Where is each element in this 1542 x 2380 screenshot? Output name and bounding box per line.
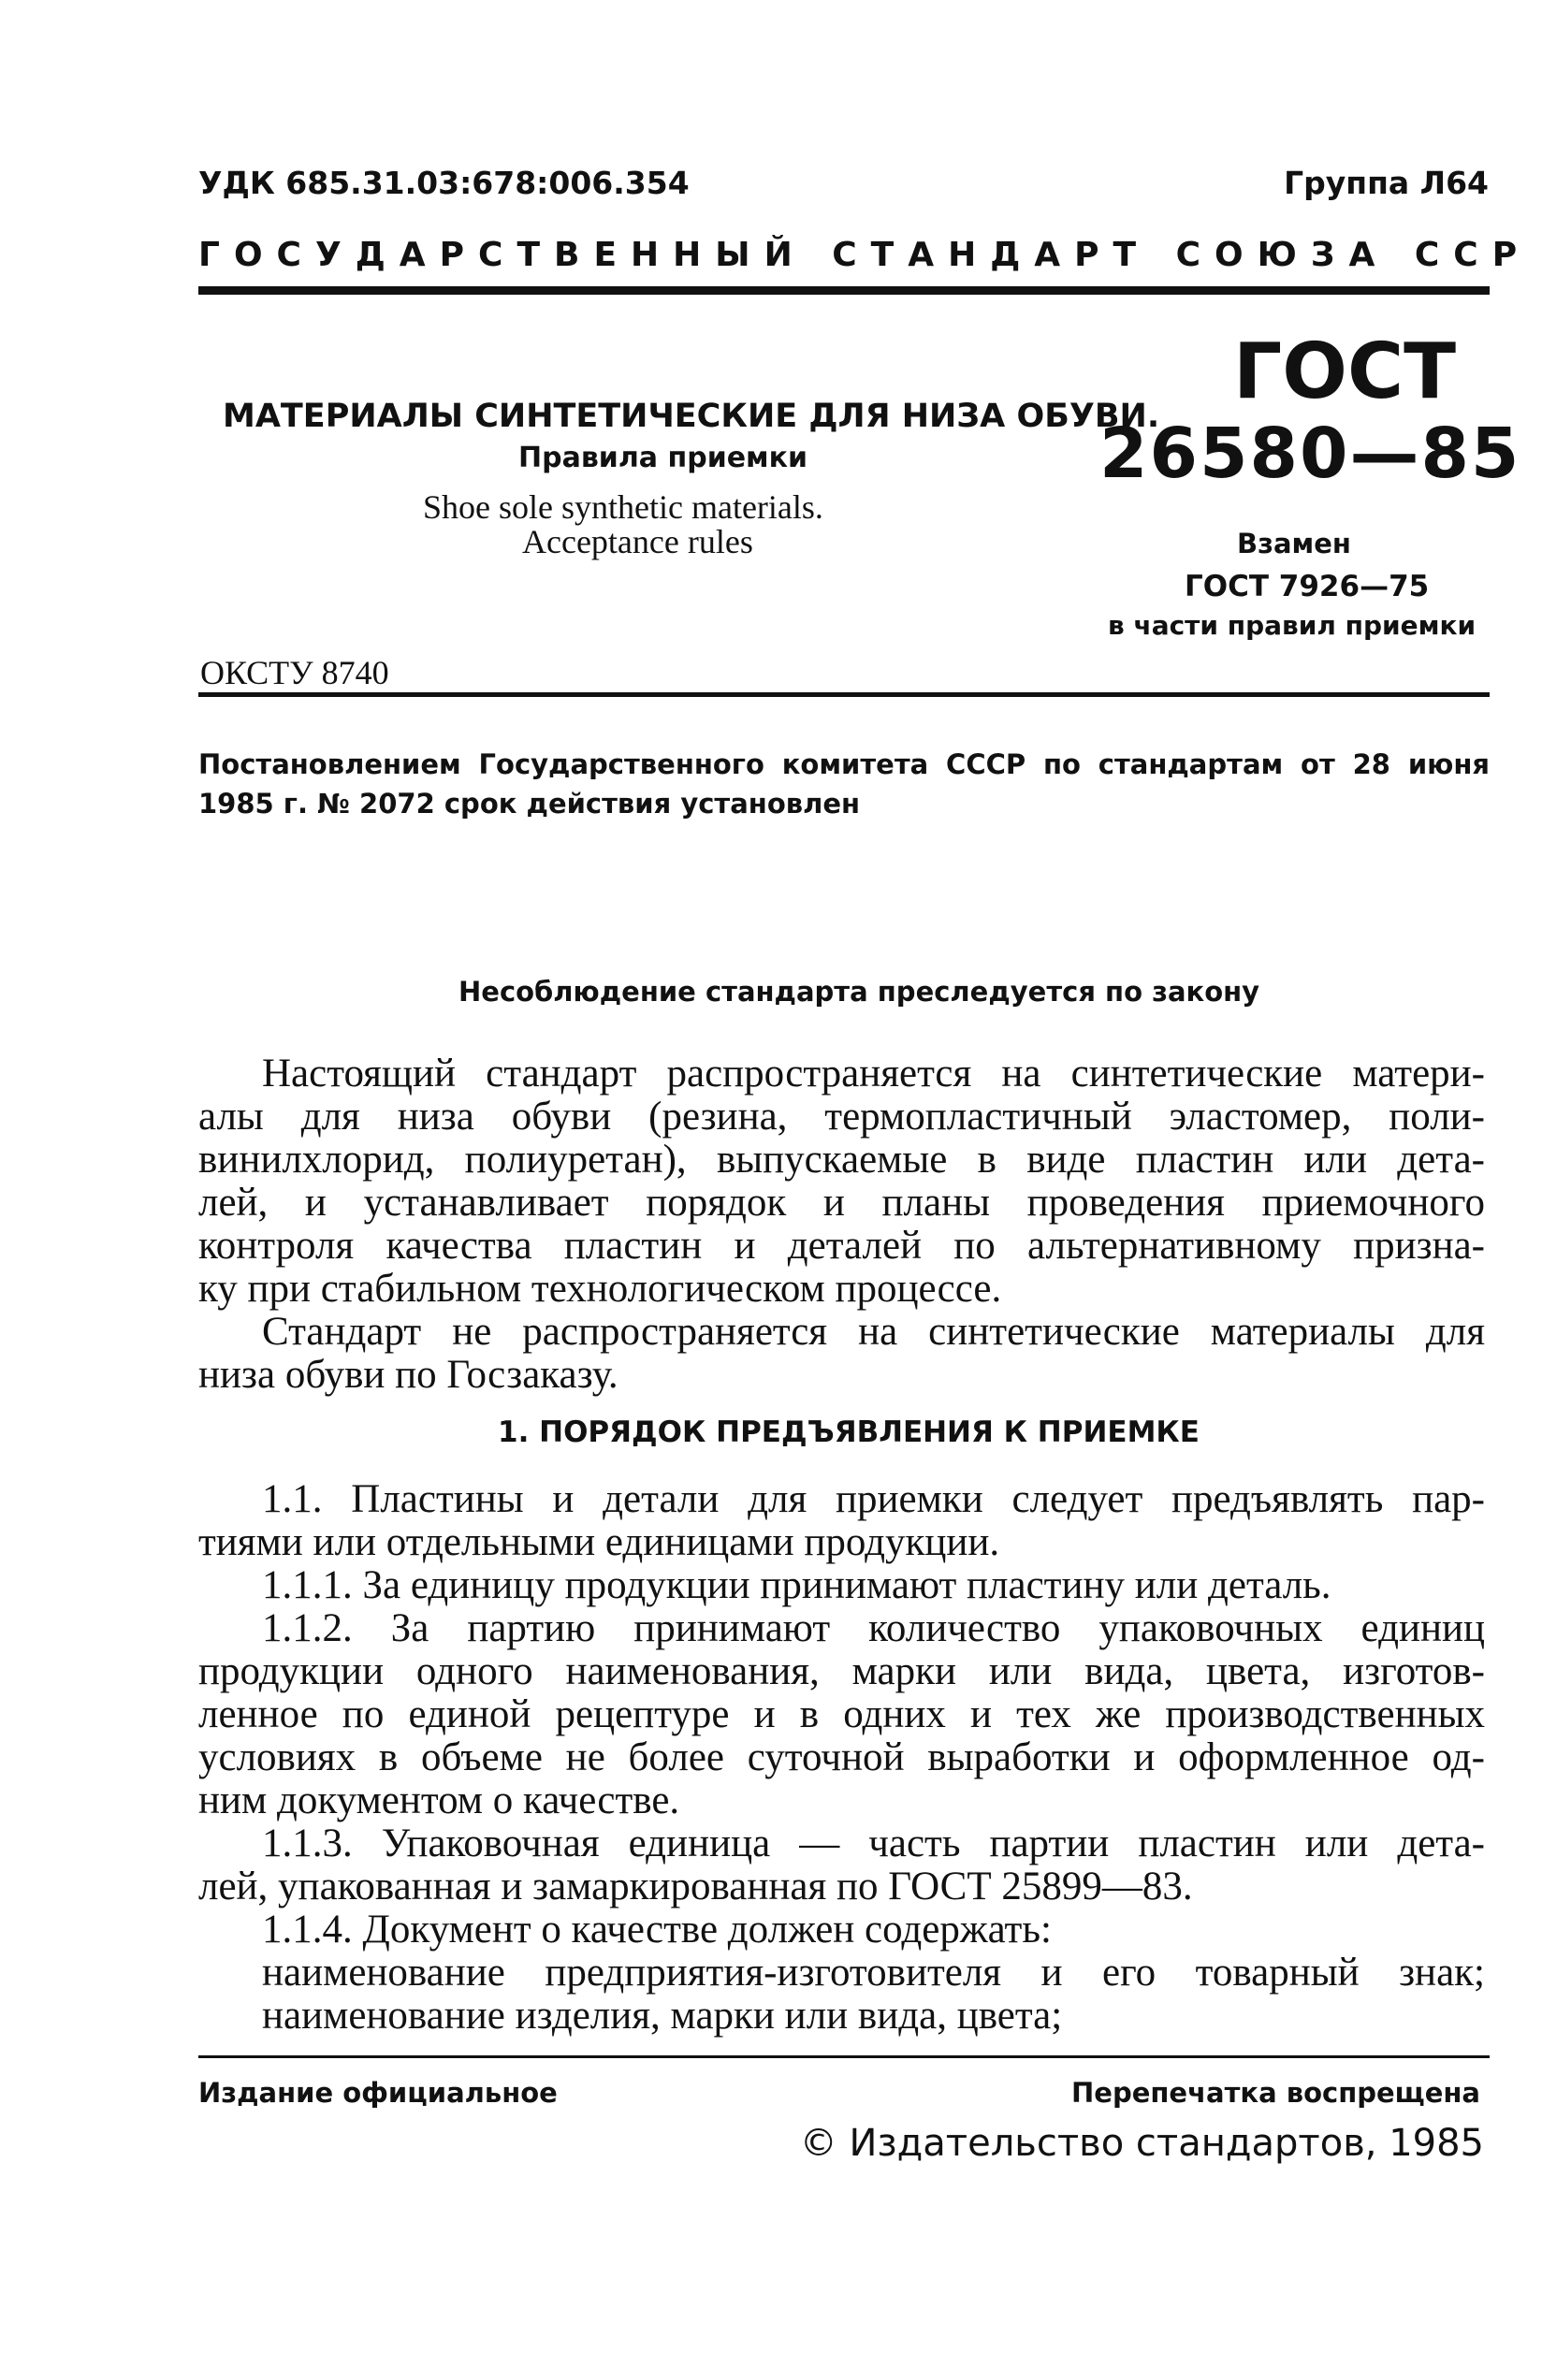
footer-rule xyxy=(198,2055,1490,2058)
text-line: продукции одного наименования, марки или вида, цвета, изготов- xyxy=(198,1649,1485,1693)
replaces-label: Взамен xyxy=(1237,528,1351,559)
gost-label: ГОСТ xyxy=(1233,327,1457,416)
text-line: 1.1.1. За единицу продукции принимают пластину или деталь. xyxy=(262,1563,1331,1607)
banner-rule xyxy=(198,286,1490,295)
text-line: ленное по единой рецептуре и в одних и тех же производственных xyxy=(198,1692,1485,1736)
english-title-line1: Shoe sole synthetic materials. xyxy=(423,488,823,526)
decree-line2: 1985 г. № 2072 срок действия установлен xyxy=(198,788,861,820)
edition-note: Издание официальное xyxy=(198,2077,558,2109)
text-line: лей, и устанавливает порядок и планы проведения приемочного xyxy=(198,1181,1485,1225)
text-line: ку при стабильном технологическом процессе. xyxy=(198,1267,1002,1311)
publisher-name: Издательство стандартов, 1985 xyxy=(849,2122,1484,2165)
text-line: низа обуви по Госзаказу. xyxy=(198,1353,618,1397)
text-line: тиями или отдельными единицами продукции. xyxy=(198,1520,1000,1564)
list-item: наименование предприятия-изготовителя и его товарный знак; xyxy=(262,1951,1485,1995)
text-line: Стандарт не распространяется на синтетические материалы для xyxy=(262,1310,1485,1354)
decree-line1: Постановлением Государственного комитета СССР по стандартам от 28 июня xyxy=(198,748,1490,780)
replaced-standard: ГОСТ 7926—75 xyxy=(1185,570,1430,603)
text-line: лей, упакованная и замаркированная по ГОСТ 25899—83. xyxy=(198,1865,1193,1908)
copyright-line xyxy=(800,2122,1484,2165)
reprint-note: Перепечатка воспрещена xyxy=(1071,2077,1480,2109)
udk-code: УДК 685.31.03:678:006.354 xyxy=(198,165,690,201)
group-code: Группа Л64 xyxy=(1284,165,1489,201)
text-line: Настоящий стандарт распространяется на синтетические матери- xyxy=(262,1052,1485,1096)
text-line: условиях в объеме не более суточной выработки и оформленное од- xyxy=(198,1735,1485,1779)
legal-notice: Несоблюдение стандарта преследуется по закону xyxy=(458,976,1260,1008)
list-item: наименование изделия, марки или вида, цвета; xyxy=(262,1994,1063,2038)
text-line: алы для низа обуви (резина, термопластичный эластомер, поли- xyxy=(198,1095,1485,1139)
gost-number: 26580—85 xyxy=(1099,414,1521,494)
document-subtitle: Правила приемки xyxy=(518,442,807,474)
copyright-icon: © xyxy=(799,2122,837,2165)
document-title: МАТЕРИАЛЫ СИНТЕТИЧЕСКИЕ ДЛЯ НИЗА ОБУВИ. xyxy=(223,398,1160,435)
english-title-line2: Acceptance rules xyxy=(522,523,753,560)
standard-banner: ГОСУДАРСТВЕННЫЙ СТАНДАРТ СОЮЗА ССР xyxy=(198,236,1532,274)
intro-paragraph xyxy=(198,1052,1485,1397)
replaced-scope: в части правил приемки xyxy=(1108,610,1477,641)
text-line: 1.1. Пластины и детали для приемки следует предъявлять пар- xyxy=(262,1477,1485,1521)
text-line: винилхлорид, полиуретан), выпускаемые в виде пластин или дета- xyxy=(198,1138,1485,1182)
text-line: 1.1.3. Упаковочная единица — часть партии пластин или дета- xyxy=(262,1821,1485,1865)
section-1-body xyxy=(198,1478,1485,2038)
text-line: 1.1.4. Документ о качестве должен содержать: xyxy=(262,1908,1052,1952)
okstu-code: ОКСТУ 8740 xyxy=(200,654,389,691)
section-1-heading: 1. ПОРЯДОК ПРЕДЪЯВЛЕНИЯ К ПРИЕМКЕ xyxy=(498,1415,1200,1449)
title-rule xyxy=(198,692,1490,697)
text-line: 1.1.2. За партию принимают количество упаковочных единиц xyxy=(262,1606,1485,1650)
text-line: контроля качества пластин и деталей по альтернативному призна- xyxy=(198,1224,1485,1268)
text-line: ним документом о качестве. xyxy=(198,1778,680,1822)
